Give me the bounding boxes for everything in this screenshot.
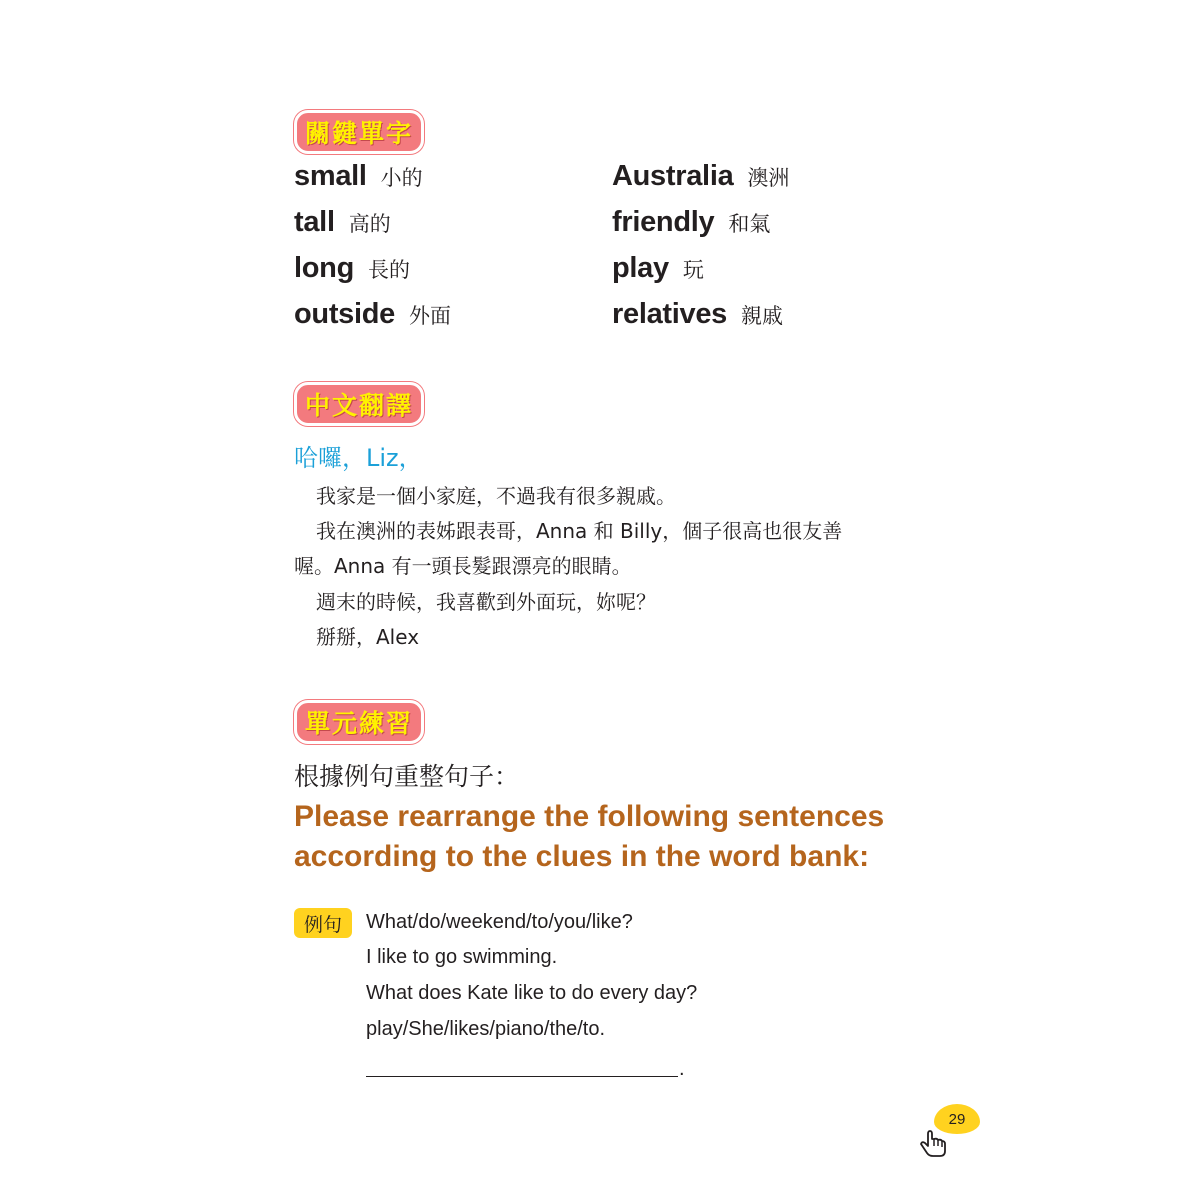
translation-section-title: 中文翻譯 [294,382,424,426]
vocab-item [294,206,391,239]
letter-signature: 掰掰，Alex [316,625,420,649]
answer-blank[interactable] [366,1076,678,1077]
vocab-chinese: 外面 [409,304,452,328]
vocab-english: tall [294,206,335,238]
translation-line: 週末的時候，我喜歡到外面玩，妳呢？ [316,590,656,614]
vocab-english: relatives [612,298,727,330]
translation-line: 我在澳洲的表姊跟表哥，Anna 和 Billy，個子很高也很友善 [316,519,843,543]
translation-line: 我家是一個小家庭，不過我有很多親戚。 [316,484,676,508]
letter-greeting: 哈囉，Liz， [294,444,423,472]
exercise-question: What does Kate like to do every day? [366,982,698,1004]
vocab-chinese: 小的 [380,166,423,190]
vocab-chinese: 玩 [682,258,704,282]
exercise-clues: play/She/likes/piano/the/to. [366,1018,606,1040]
pointing-hand-icon [918,1130,950,1162]
page-number: 29 [934,1104,980,1134]
vocab-english: long [294,252,355,284]
instruction-english-line-1: Please rearrange the following sentences [294,800,885,833]
vocab-item [294,252,410,285]
vocab-item [294,160,423,193]
vocab-item [612,160,789,193]
key-words-section-title: 關鍵單字 [294,110,424,154]
vocab-item [612,298,783,331]
vocab-english: friendly [612,206,715,238]
vocab-chinese: 高的 [348,212,391,236]
example-question: What/do/weekend/to/you/like? [366,911,633,933]
vocab-chinese: 親戚 [741,304,783,328]
vocab-english: Australia [612,160,734,192]
practice-section-title: 單元練習 [294,700,424,744]
vocab-english: play [612,252,669,284]
vocab-item [294,298,451,331]
example-answer: I like to go swimming. [366,946,558,968]
vocab-chinese: 澳洲 [747,166,790,190]
instruction-chinese: 根據例句重整句子： [294,762,520,791]
vocab-item [612,206,770,239]
vocab-chinese: 和氣 [728,212,771,236]
translation-line: 喔。Anna 有一頭長髮跟漂亮的眼睛。 [294,554,632,578]
vocab-chinese: 長的 [368,258,411,282]
example-label: 例句 [294,908,352,938]
vocab-english: small [294,160,367,192]
instruction-english-line-2: according to the clues in the word bank: [294,840,870,873]
vocab-english: outside [294,298,396,330]
answer-period: . [679,1058,685,1080]
vocab-item [612,252,704,285]
